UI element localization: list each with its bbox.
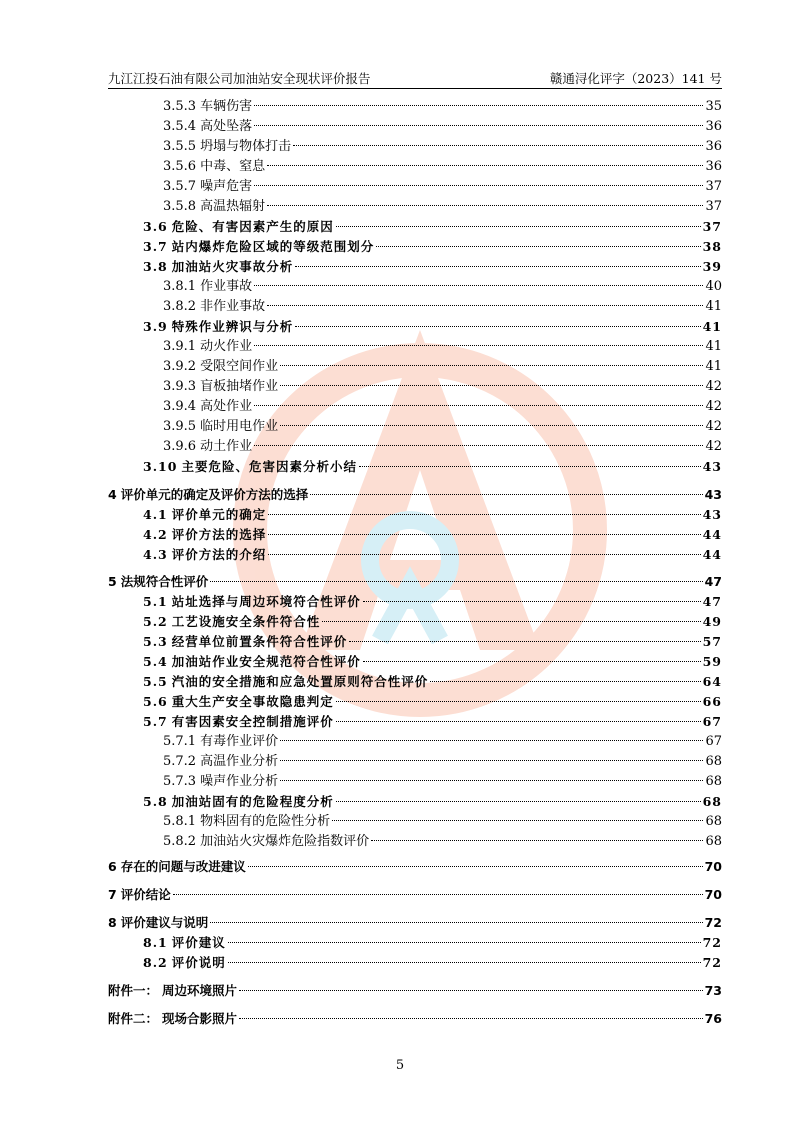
toc-entry[interactable] [143,257,722,277]
toc-entry-number: 4.3 [143,547,168,562]
toc-leader-dots [349,641,700,642]
toc-entry-title: 现场合影照片 [162,1011,238,1026]
toc-entry[interactable] [163,297,722,317]
toc-entry[interactable] [143,652,722,672]
toc-leader-dots [210,922,702,923]
toc-entry-page: 40 [705,279,722,294]
toc-entry[interactable] [108,1009,722,1029]
toc-leader-dots [254,445,703,446]
toc-entry-page: 42 [705,419,722,434]
toc-leader-dots [254,125,703,126]
toc-leader-dots [295,266,700,267]
toc-entry-page: 41 [705,339,722,354]
toc-entry-page: 47 [702,594,722,609]
toc-leader-dots [293,145,703,146]
toc-entry[interactable] [163,732,722,752]
toc-entry-title: 汽油的安全措施和应急处置原则符合性评价 [171,674,429,689]
toc-leader-dots [228,962,701,963]
toc-entry-number: 4.2 [143,527,168,542]
toc-entry-number: 3.6 [143,219,168,234]
toc-entry-title: 临时用电作业 [200,419,279,434]
toc-entry-page: 43 [704,487,722,502]
toc-leader-dots [280,425,703,426]
toc-entry-number: 3.8 [143,259,168,274]
toc-leader-dots [210,581,702,582]
toc-entry-title: 加油站火灾事故分析 [171,259,294,274]
toc-entry-page: 72 [704,915,722,930]
toc-entry-page: 68 [705,754,722,769]
toc-entry[interactable] [108,857,722,877]
toc-entry-page: 41 [705,359,722,374]
toc-entry-number: 3.5.8 [163,199,197,214]
toc-entry-title: 周边环境照片 [162,983,238,998]
toc-leader-dots [280,740,703,741]
toc-entry[interactable] [163,812,722,832]
toc-entry[interactable] [163,197,722,217]
toc-entry[interactable] [108,572,722,592]
toc-entry-title: 受限空间作业 [200,359,279,374]
toc-leader-dots [280,385,703,386]
toc-entry-number: 5.5 [143,674,168,689]
toc-entry-number: 5.2 [143,614,168,629]
toc-entry-page: 38 [702,239,722,254]
toc-entry[interactable] [143,672,722,692]
toc-entry-title: 站内爆炸危险区域的等级范围划分 [171,239,375,254]
toc-entry-number: 3.9.2 [163,359,197,374]
toc-leader-dots [267,305,703,306]
toc-entry-title: 危险、有害因素产生的原因 [171,219,334,234]
toc-entry-title: 坍塌与物体打击 [200,139,292,154]
toc-entry-title: 有毒作业评价 [200,734,279,749]
toc-entry-title: 中毒、窒息 [200,159,266,174]
toc-entry[interactable] [143,457,722,477]
toc-entry-number: 5.3 [143,634,168,649]
toc-entry-page: 59 [702,654,722,669]
toc-entry-title: 高温热辐射 [200,199,266,214]
toc-entry-title: 评价建议与说明 [120,915,209,930]
toc-leader-dots [310,494,702,495]
toc-entry-title: 工艺设施安全条件符合性 [171,614,321,629]
toc-entry-title: 评价建议 [171,935,226,950]
toc-entry-number: 4 [108,487,117,502]
toc-entry[interactable] [108,885,722,905]
toc-entry-number: 3.5.6 [163,159,197,174]
toc-entry[interactable] [143,317,722,337]
toc-entry-page: 67 [702,714,722,729]
toc-entry-page: 37 [702,219,722,234]
toc-entry-page: 41 [705,299,722,314]
toc-leader-dots [376,246,700,247]
toc-entry[interactable] [143,237,722,257]
toc-entry[interactable] [143,525,722,545]
toc-entry-page: 68 [705,834,722,849]
toc-leader-dots [254,345,703,346]
toc-entry-title: 经营单位前置条件符合性评价 [171,634,348,649]
toc-entry[interactable] [163,117,722,137]
toc-leader-dots [268,514,700,515]
toc-entry-page: 43 [702,507,722,522]
toc-entry-page: 42 [705,379,722,394]
toc-entry-number: 5.1 [143,594,168,609]
toc-entry-number: 6 [108,859,117,874]
toc-leader-dots [322,621,700,622]
toc-entry[interactable] [143,692,722,712]
toc-entry-title: 评价单元的确定及评价方法的选择 [120,487,309,502]
toc-entry-title: 动土作业 [200,439,253,454]
toc-entry-title: 车辆伤害 [200,99,253,114]
toc-entry-title: 高处坠落 [200,119,253,134]
toc-entry[interactable] [143,792,722,812]
toc-entry-page: 43 [702,459,722,474]
toc-entry-number: 3.9 [143,319,168,334]
toc-entry-title: 主要危险、危害因素分析小结 [181,459,357,474]
toc-entry-title: 评价说明 [171,955,226,970]
toc-entry[interactable] [163,397,722,417]
toc-entry-page: 42 [705,439,722,454]
toc-entry-number: 5.8.2 [163,834,197,849]
toc-leader-dots [336,721,701,722]
toc-entry-page: 70 [704,887,722,902]
toc-entry-number: 5.7.3 [163,774,197,789]
toc-leader-dots [228,942,701,943]
toc-entry-title: 物料固有的危险性分析 [200,814,331,829]
toc-entry[interactable] [163,277,722,297]
toc-entry-page: 68 [705,774,722,789]
toc-entry-page: 44 [702,547,722,562]
toc-leader-dots [336,226,701,227]
toc-leader-dots [336,701,701,702]
toc-entry[interactable] [108,913,722,933]
toc-entry-number: 5.4 [143,654,168,669]
toc-leader-dots [336,801,701,802]
toc-entry[interactable] [163,832,722,852]
toc-entry-title: 法规符合性评价 [120,574,209,589]
toc-entry-number: 3.9.5 [163,419,197,434]
toc-entry-page: 39 [702,259,722,274]
toc-entry-page: 49 [702,614,722,629]
toc-entry-page: 73 [704,983,722,998]
toc-leader-dots [239,1018,703,1019]
toc-leader-dots [295,326,700,327]
toc-entry[interactable] [163,417,722,437]
toc-entry-page: 76 [704,1011,722,1026]
toc-entry-number: 5.7 [143,714,168,729]
toc-entry[interactable] [143,592,722,612]
toc-entry-number: 附件二： [108,1011,159,1026]
toc-entry-page: 70 [704,859,722,874]
toc-entry-page: 47 [704,574,722,589]
toc-entry-number: 3.7 [143,239,168,254]
toc-entry-number: 5.6 [143,694,168,709]
toc-entry-number: 7 [108,887,117,902]
toc-entry-title: 评价方法的选择 [171,527,267,542]
toc-entry-number: 8.1 [143,935,168,950]
toc-entry-number: 8.2 [143,955,168,970]
toc-entry-number: 5.7.1 [163,734,197,749]
toc-leader-dots [363,661,701,662]
toc-entry-number: 5.8.1 [163,814,197,829]
toc-leader-dots [239,990,703,991]
toc-entry-number: 附件一： [108,983,159,998]
toc-leader-dots [280,365,703,366]
toc-entry-title: 盲板抽堵作业 [200,379,279,394]
toc-leader-dots [332,820,703,821]
toc-entry-number: 3.9.3 [163,379,197,394]
toc-entry[interactable] [143,545,722,565]
toc-entry-title: 评价结论 [120,887,171,902]
toc-entry[interactable] [163,97,722,117]
toc-entry-title: 非作业事故 [200,299,266,314]
toc-leader-dots [267,205,703,206]
toc-entry-number: 3.8.1 [163,279,197,294]
toc-entry-number: 5.7.2 [163,754,197,769]
toc-entry-page: 57 [702,634,722,649]
toc-entry[interactable] [108,981,722,1001]
toc-entry-page: 36 [705,159,722,174]
toc-entry[interactable] [163,752,722,772]
toc-entry-title: 高温作业分析 [200,754,279,769]
toc-entry-number: 3.9.1 [163,339,197,354]
toc-entry[interactable] [163,177,722,197]
toc-leader-dots [371,840,703,841]
toc-entry-page: 68 [702,794,722,809]
toc-leader-dots [359,466,701,467]
toc-entry-page: 66 [702,694,722,709]
toc-entry-number: 3.5.5 [163,139,197,154]
toc-entry-title: 评价方法的介绍 [171,547,267,562]
toc-leader-dots [363,601,701,602]
toc-entry[interactable] [163,437,722,457]
toc-entry[interactable] [143,953,722,973]
toc-entry-page: 67 [705,734,722,749]
toc-leader-dots [173,894,703,895]
toc-entry-title: 有害因素安全控制措施评价 [171,714,334,729]
toc-entry-page: 36 [705,119,722,134]
toc-entry-title: 存在的问题与改进建议 [120,859,246,874]
toc-entry-page: 37 [705,179,722,194]
toc-leader-dots [254,105,703,106]
toc-entry-number: 3.5.4 [163,119,197,134]
toc-entry-page: 72 [702,955,722,970]
toc-entry-title: 噪声危害 [200,179,253,194]
toc-entry-number: 3.8.2 [163,299,197,314]
toc-entry-title: 特殊作业辨识与分析 [171,319,294,334]
toc-entry-number: 8 [108,915,117,930]
toc-entry-number: 4.1 [143,507,168,522]
toc-entry-page: 64 [702,674,722,689]
toc-entry-title: 加油站作业安全规范符合性评价 [171,654,361,669]
toc-entry-title: 重大生产安全事故隐患判定 [171,694,334,709]
toc-entry-number: 3.10 [143,459,178,474]
toc-entry-page: 68 [705,814,722,829]
toc-entry[interactable] [143,712,722,732]
toc-entry[interactable] [108,485,722,505]
toc-entry-page: 35 [705,99,722,114]
toc-leader-dots [280,780,703,781]
toc-entry-number: 5.8 [143,794,168,809]
toc-entry-title: 评价单元的确定 [171,507,267,522]
toc-entry[interactable] [143,612,722,632]
toc-leader-dots [268,534,700,535]
toc-entry[interactable] [143,505,722,525]
toc-entry-number: 3.5.3 [163,99,197,114]
toc-entry-title: 加油站火灾爆炸危险指数评价 [200,834,370,849]
toc-entry-page: 44 [702,527,722,542]
toc-entry-number: 3.9.6 [163,439,197,454]
toc-entry-page: 72 [702,935,722,950]
toc-entry[interactable] [163,157,722,177]
toc-entry-page: 41 [702,319,722,334]
toc-entry[interactable] [143,632,722,652]
page-number: 5 [395,1058,405,1073]
toc-entry[interactable] [143,217,722,237]
toc-entry[interactable] [163,337,722,357]
toc-leader-dots [248,866,703,867]
toc-leader-dots [430,681,700,682]
toc-entry-page: 42 [705,399,722,414]
toc-entry-page: 36 [705,139,722,154]
toc-entry-title: 高处作业 [200,399,253,414]
header-report-number: 赣通浔化评字（2023）141 号 [549,71,722,86]
toc-leader-dots [254,285,703,286]
toc-entry-title: 作业事故 [200,279,253,294]
toc-entry[interactable] [163,137,722,157]
header-title: 九江江投石油有限公司加油站安全现状评价报告 [108,71,371,86]
toc-leader-dots [268,554,700,555]
toc-entry-title: 动火作业 [200,339,253,354]
toc-entry-title: 加油站固有的危险程度分析 [171,794,334,809]
toc-leader-dots [280,760,703,761]
toc-entry-page: 37 [705,199,722,214]
toc-entry-number: 3.5.7 [163,179,197,194]
toc-entry-title: 站址选择与周边环境符合性评价 [171,594,361,609]
toc-leader-dots [254,185,703,186]
toc-entry-number: 3.9.4 [163,399,197,414]
toc-entry-title: 噪声作业分析 [200,774,279,789]
toc-leader-dots [254,405,703,406]
toc-entry[interactable] [163,377,722,397]
toc-entry[interactable] [163,772,722,792]
toc-entry[interactable] [163,357,722,377]
toc-entry[interactable] [143,933,722,953]
toc-entry-number: 5 [108,574,117,589]
toc-leader-dots [267,165,703,166]
